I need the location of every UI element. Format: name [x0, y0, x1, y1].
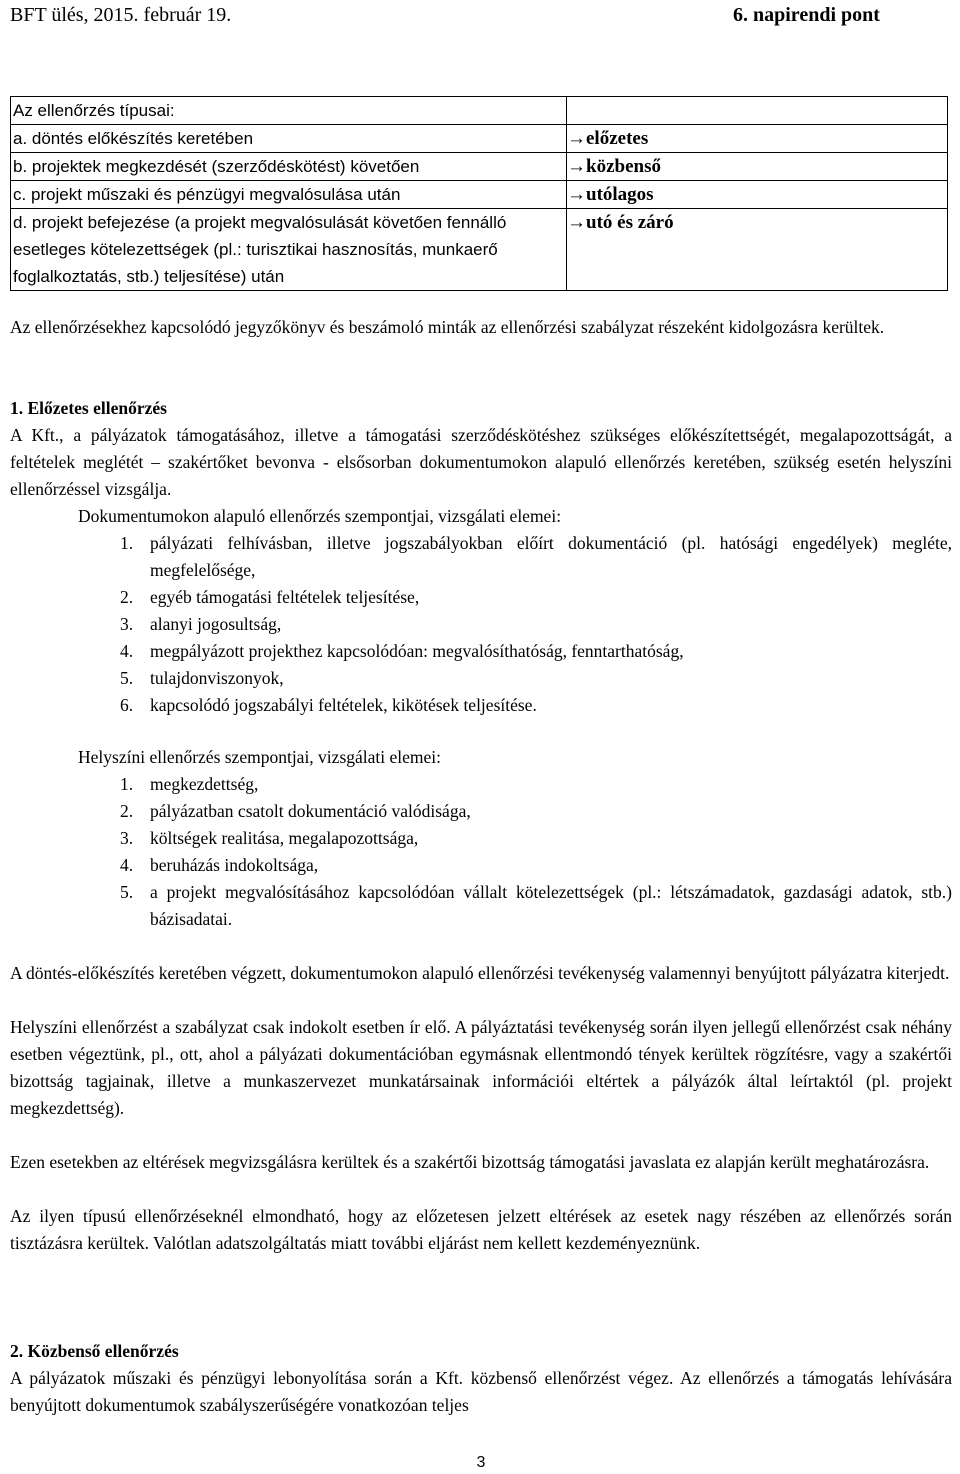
table-row	[11, 125, 948, 153]
type-description: d. projekt befejezése (a projekt megvalósulását követően fennálló esetleges kötelezettségek (pl.: turisztikai hasznosítás, munkaerő foglalkoztatás, stb.) teljesítése) után	[11, 209, 567, 291]
list-item: 2. egyéb támogatási feltételek teljesítése,	[120, 587, 420, 607]
docs-heading: Dokumentumokon alapuló ellenőrzés szempontjai, vizsgálati elemei:	[78, 506, 562, 526]
table-row	[11, 181, 948, 209]
type-description: b. projektek megkezdését (szerződéskötést) követően	[11, 153, 567, 181]
list-item: 1. megkezdettség,	[120, 774, 259, 794]
list-item: 5. tulajdonviszonyok,	[120, 668, 284, 688]
type-label: →utó és záró	[567, 209, 948, 291]
type-label: →előzetes	[567, 125, 948, 153]
section1-title: 1. Előzetes ellenőrzés	[10, 398, 167, 418]
list-item: 4. megpályázott projekthez kapcsolódóan: megvalósíthatóság, fenntarthatóság,	[120, 641, 684, 661]
type-description: a. döntés előkészítés keretében	[11, 125, 567, 153]
list-item: 2. pályázatban csatolt dokumentáció valódisága,	[120, 801, 471, 821]
site-list	[10, 771, 952, 933]
table-heading: Az ellenőrzés típusai:	[11, 97, 567, 125]
docs-list	[10, 530, 952, 719]
type-label: →közbenső	[567, 153, 948, 181]
paragraph-a: A döntés-előkészítés keretében végzett, dokumentumokon alapuló ellenőrzési tevékenység valamennyi benyújtott pályázatra kiterjedt.	[10, 963, 950, 983]
inspection-types-table	[10, 96, 948, 291]
meeting-date: BFT ülés, 2015. február 19.	[10, 4, 232, 26]
page-header	[10, 0, 952, 30]
table-row	[11, 153, 948, 181]
agenda-item: 6. napirendi pont	[733, 4, 880, 26]
list-item: 4. beruházás indokoltsága,	[120, 855, 319, 875]
section1-paragraph: A Kft., a pályázatok támogatásához, illetve a támogatási szerződéskötéshez szükséges előkészítettségét, megalapozottságát, a feltételek meglétét – szakértőket bevonva - elsősorban dokumentumokon alapuló ellenőrzés keretében, szükség esetén helyszíni ellenőrzéssel vizsgálja.	[10, 425, 952, 499]
list-item: 5. a projekt megvalósításához kapcsolódóan vállalt kötelezettségek (pl.: létszámadatok, gazdasági adatok, stb.) bázisadatai.	[120, 882, 952, 929]
list-item: 3. költségek realitása, megalapozottsága,	[120, 828, 419, 848]
type-label: →utólagos	[567, 181, 948, 209]
list-item: 1. pályázati felhívásban, illetve jogszabályokban előírt dokumentáció (pl. hatósági engedélyek) megléte, megfelelősége,	[120, 533, 952, 580]
list-item: 6. kapcsolódó jogszabályi feltételek, kikötések teljesítése.	[120, 695, 537, 715]
paragraph-d: Az ilyen típusú ellenőrzéseknél elmondható, hogy az előzetesen jelzett eltérések az esetek nagy részében az ellenőrzés során tisztázásra kerültek. Valótlan adatszolgáltatás miatt további eljárást nem kellett kezdeményeznünk.	[10, 1206, 952, 1253]
section2-title: 2. Közbenső ellenőrzés	[10, 1341, 179, 1361]
page-number: 3	[476, 1454, 486, 1471]
intro-paragraph: Az ellenőrzésekhez kapcsolódó jegyzőkönyv és beszámoló minták az ellenőrzési szabályzat részeként kidolgozásra kerültek.	[10, 317, 885, 337]
paragraph-b: Helyszíni ellenőrzést a szabályzat csak indokolt esetben ír elő. A pályáztatási tevékenység során ilyen jellegű ellenőrzést csak néhány esetben végeztünk, pl., ott, ahol a pályázati dokumentációban egymásnak ellentmondó tények kerültek rögzítésre, vagy a szakértői bizottság tagjainak, illetve a munkaszervezet munkatársainak információi eltértek a pályázók által leírtaktól (pl. projekt megkezdettség).	[10, 1017, 952, 1118]
type-description: c. projekt műszaki és pénzügyi megvalósulása után	[11, 181, 567, 209]
paragraph-c: Ezen esetekben az eltérések megvizsgálásra kerültek és a szakértői bizottság támogatási javaslata ez alapján került meghatározásra.	[10, 1152, 930, 1172]
list-item: 3. alanyi jogosultság,	[120, 614, 282, 634]
site-heading: Helyszíni ellenőrzés szempontjai, vizsgálati elemei:	[78, 747, 441, 767]
table-row	[11, 209, 948, 291]
section2-paragraph: A pályázatok műszaki és pénzügyi lebonyolítása során a Kft. közbenső ellenőrzést végez. Az ellenőrzés a támogatás lehívására benyújtott dokumentumok szabályszerűségére vonatkozóan teljes	[10, 1368, 952, 1415]
